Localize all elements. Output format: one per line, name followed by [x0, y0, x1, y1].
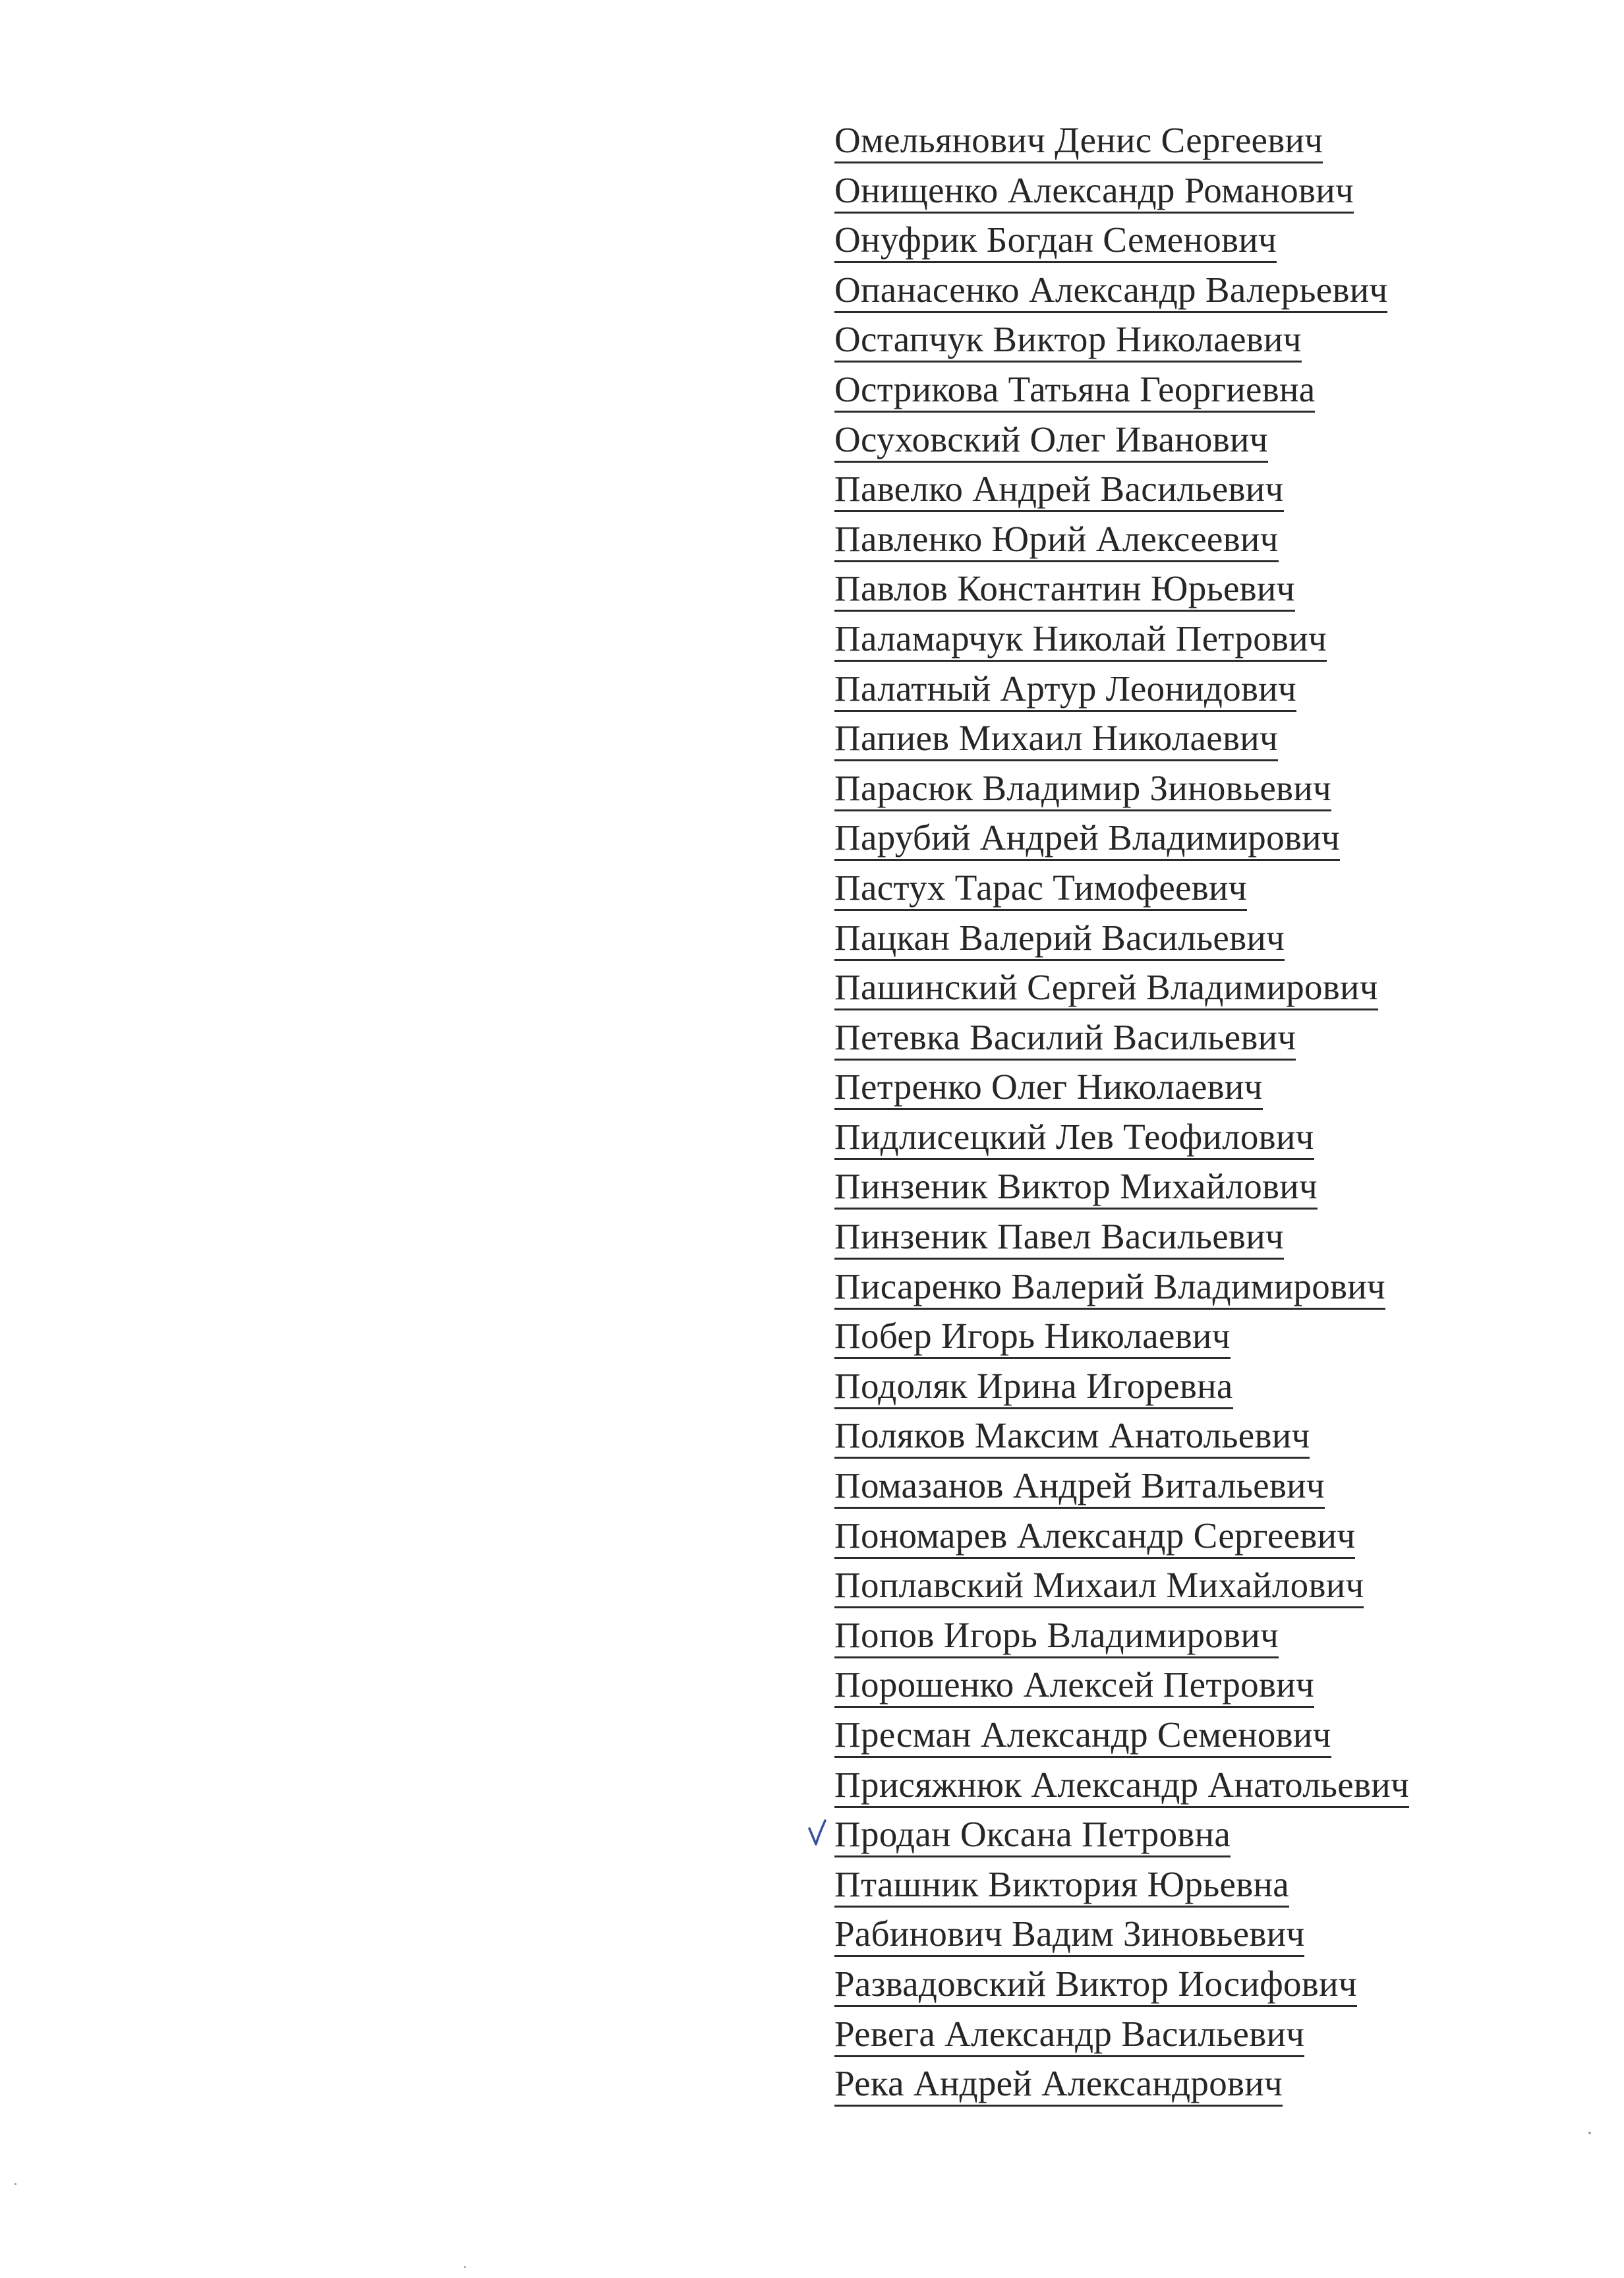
list-item: [834, 417, 1409, 467]
list-item: [834, 2011, 1409, 2061]
list-item: [834, 1264, 1409, 1314]
person-name: Порошенко Алексей Петрович: [834, 1664, 1314, 1708]
list-item: [834, 217, 1409, 267]
list-item: [834, 1762, 1409, 1812]
list-item: [834, 1712, 1409, 1762]
list-item: [834, 1114, 1409, 1164]
person-name: Продан Оксана Петровна: [834, 1813, 1231, 1857]
list-item: [834, 666, 1409, 716]
scan-speck: [1588, 2132, 1591, 2134]
person-name: Петевка Василий Васильевич: [834, 1016, 1296, 1061]
person-name: Паламарчук Николай Петрович: [834, 618, 1327, 662]
list-item: [834, 1911, 1409, 1961]
person-name: Ревега Александр Васильевич: [834, 2013, 1304, 2057]
person-name: Побер Игорь Николаевич: [834, 1315, 1231, 1359]
person-name: Пацкан Валерий Васильевич: [834, 917, 1285, 961]
person-name: Осуховский Олег Иванович: [834, 419, 1268, 463]
person-name: Парасюк Владимир Зиновьевич: [834, 767, 1331, 811]
check-mark-icon: [805, 1815, 828, 1850]
list-item: [834, 516, 1409, 566]
list-item: [834, 267, 1409, 317]
person-name: Опанасенко Александр Валерьевич: [834, 269, 1387, 313]
person-name: Пинзеник Павел Васильевич: [834, 1215, 1284, 1260]
list-item: [834, 815, 1409, 865]
person-name: Омельянович Денис Сергеевич: [834, 119, 1323, 163]
list-item: [834, 1363, 1409, 1413]
person-name: Пашинский Сергей Владимирович: [834, 966, 1378, 1010]
scan-speck: [464, 2266, 466, 2268]
person-name: Парубий Андрей Владимирович: [834, 817, 1340, 861]
list-item: [834, 765, 1409, 815]
person-name: Поплавский Михаил Михайлович: [834, 1564, 1364, 1608]
list-item: [834, 316, 1409, 366]
person-name: Пономарев Александр Сергеевич: [834, 1515, 1355, 1559]
list-item: [834, 1811, 1409, 1861]
list-item: [834, 1014, 1409, 1065]
list-item: [834, 964, 1409, 1014]
person-name: Павелко Андрей Васильевич: [834, 468, 1284, 512]
person-name: Попов Игорь Владимирович: [834, 1614, 1279, 1658]
list-item: [834, 1463, 1409, 1513]
list-item: [834, 616, 1409, 666]
list-item: [834, 1612, 1409, 1662]
list-item: [834, 1861, 1409, 1912]
list-item: [834, 1562, 1409, 1612]
list-item: [834, 1413, 1409, 1463]
person-name: Писаренко Валерий Владимирович: [834, 1266, 1385, 1310]
list-item: [834, 566, 1409, 616]
person-name: Петренко Олег Николаевич: [834, 1066, 1263, 1110]
person-name: Палатный Артур Леонидович: [834, 668, 1296, 712]
list-item: [834, 466, 1409, 516]
person-name: Рабинович Вадим Зиновьевич: [834, 1913, 1304, 1957]
person-name: Развадовский Виктор Иосифович: [834, 1963, 1357, 2007]
person-name: Павлов Константин Юрьевич: [834, 568, 1295, 612]
person-name: Онуфрик Богдан Семенович: [834, 219, 1277, 263]
list-item: [834, 167, 1409, 218]
list-item: [834, 1662, 1409, 1712]
person-name: Помазанов Андрей Витальевич: [834, 1465, 1325, 1509]
person-name: Пресман Александр Семенович: [834, 1714, 1331, 1758]
person-name: Пинзеник Виктор Михайлович: [834, 1165, 1318, 1210]
person-name: Онищенко Александр Романович: [834, 169, 1354, 214]
list-item: [834, 1513, 1409, 1563]
list-item: [834, 366, 1409, 417]
list-item: [834, 1064, 1409, 1114]
person-name: Павленко Юрий Алексеевич: [834, 518, 1279, 562]
list-item: [834, 915, 1409, 965]
list-item: [834, 1163, 1409, 1213]
list-item: [834, 117, 1409, 167]
person-name: Пидлисецкий Лев Теофилович: [834, 1116, 1314, 1160]
scan-speck: [14, 2183, 16, 2185]
name-list: [834, 117, 1409, 2111]
list-item: [834, 1961, 1409, 2011]
person-name: Река Андрей Александрович: [834, 2062, 1283, 2107]
person-name: Подоляк Ирина Игоревна: [834, 1365, 1233, 1409]
list-item: [834, 865, 1409, 915]
person-name: Присяжнюк Александр Анатольевич: [834, 1764, 1409, 1808]
person-name: Поляков Максим Анатольевич: [834, 1415, 1310, 1459]
person-name: Пташник Виктория Юрьевна: [834, 1863, 1289, 1908]
person-name: Остапчук Виктор Николаевич: [834, 318, 1302, 363]
list-item: [834, 2060, 1409, 2111]
list-item: [834, 1213, 1409, 1264]
person-name: Папиев Михаил Николаевич: [834, 717, 1278, 761]
list-item: [834, 1313, 1409, 1363]
list-item: [834, 715, 1409, 765]
person-name: Пастух Тарас Тимофеевич: [834, 867, 1247, 911]
person-name: Острикова Татьяна Георгиевна: [834, 368, 1315, 413]
